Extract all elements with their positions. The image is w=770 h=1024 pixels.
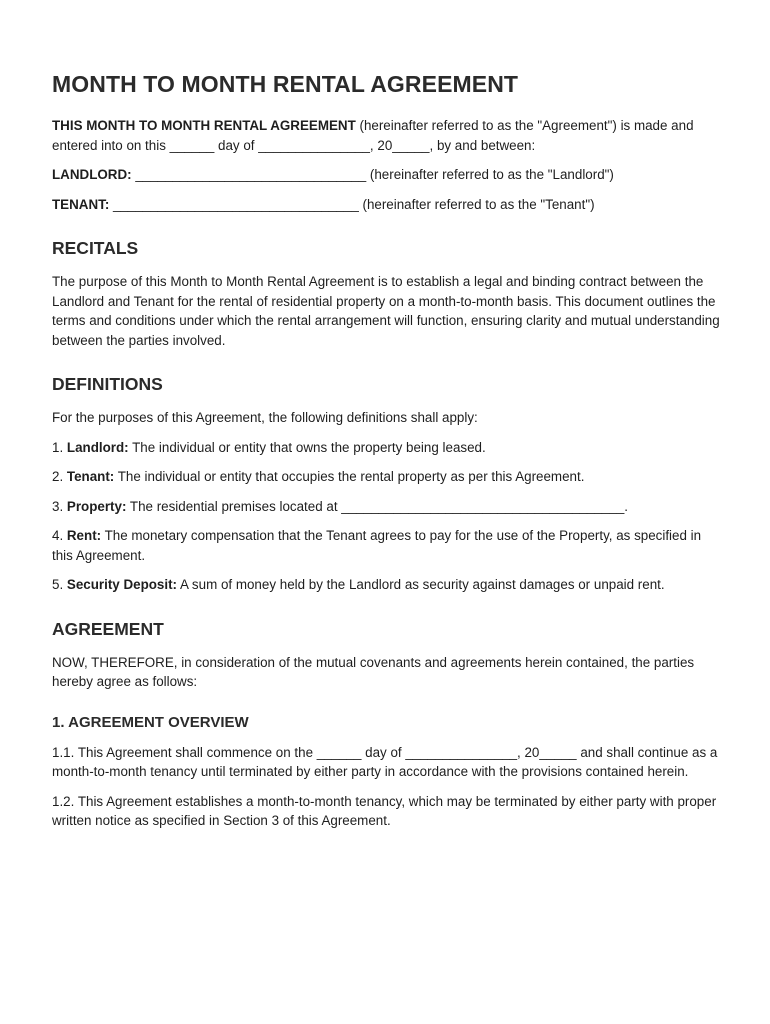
definition-number: 3.: [52, 498, 67, 514]
definition-text: The individual or entity that owns the property being leased.: [128, 439, 486, 455]
landlord-line: [52, 165, 720, 185]
tenant-line: [52, 195, 720, 215]
agreement-body: NOW, THEREFORE, in consideration of the mutual covenants and agreements herein contained, the parties hereby agree as follows:: [52, 654, 695, 689]
definition-landlord: [52, 438, 720, 458]
definition-security-deposit: [52, 575, 720, 595]
definition-term: Tenant:: [66, 469, 115, 484]
intro-paragraph: [52, 116, 720, 155]
landlord-label: LANDLORD:: [52, 167, 132, 182]
recitals-body: The purpose of this Month to Month Rental Agreement is to establish a legal and binding contract between the Landlord and Tenant for the rental of residential property on a month-to-month basis. This document outlines the terms and conditions under which the rental arrangement will function, ensuring clarity and mutual understanding between the parties involved.: [52, 274, 720, 348]
definition-tenant: [52, 467, 720, 487]
clause-1-1: 1.1. This Agreement shall commence on the ______ day of _______________, 20_____ and shall continue as a month-to-month tenancy until terminated by either party in accordance with the provisions contained herein.: [52, 744, 718, 779]
definition-text: A sum of money held by the Landlord as security against damages or unpaid rent.: [177, 577, 665, 592]
definition-text: The residential premises located at ______________________________________.: [126, 498, 628, 514]
document-page: [52, 68, 720, 841]
definitions-heading: DEFINITIONS: [52, 374, 163, 394]
definition-term: Property:: [66, 498, 127, 514]
intro-bold: THIS MONTH TO MONTH RENTAL AGREEMENT: [52, 118, 356, 133]
definition-number: 2.: [52, 469, 67, 484]
recitals-heading: RECITALS: [52, 238, 139, 258]
definition-property: [52, 497, 720, 517]
overview-heading: 1. AGREEMENT OVERVIEW: [52, 713, 249, 731]
definition-term: Landlord:: [66, 439, 129, 455]
definition-text: The individual or entity that occupies the rental property as per this Agreement.: [114, 469, 585, 484]
definition-term: Rent:: [66, 528, 102, 543]
definition-text: The monetary compensation that the Tenant agrees to pay for the use of the Property, as specified in this Agreement.: [52, 528, 702, 563]
clause-1-2: 1.2. This Agreement establishes a month-to-month tenancy, which may be terminated by either party with proper written notice as specified in Section 3 of this Agreement.: [52, 793, 717, 828]
definition-number: 1.: [52, 439, 67, 455]
definitions-intro: For the purposes of this Agreement, the following definitions shall apply:: [52, 410, 478, 425]
definition-number: 5.: [52, 577, 67, 592]
definition-rent: [52, 526, 720, 565]
intro-text: (hereinafter referred to as the "Agreement") is made and entered into on this ______ day of _______________, 20_____, by and between:: [52, 118, 694, 153]
definition-term: Security Deposit:: [66, 577, 178, 592]
tenant-label: TENANT:: [52, 196, 110, 212]
definition-number: 4.: [52, 528, 67, 543]
tenant-text: _________________________________ (hereinafter referred to as the "Tenant"): [109, 196, 595, 212]
document-title: MONTH TO MONTH RENTAL AGREEMENT: [52, 71, 519, 97]
agreement-heading: AGREEMENT: [52, 618, 164, 639]
landlord-text: _______________________________ (hereinafter referred to as the "Landlord"): [131, 167, 614, 182]
